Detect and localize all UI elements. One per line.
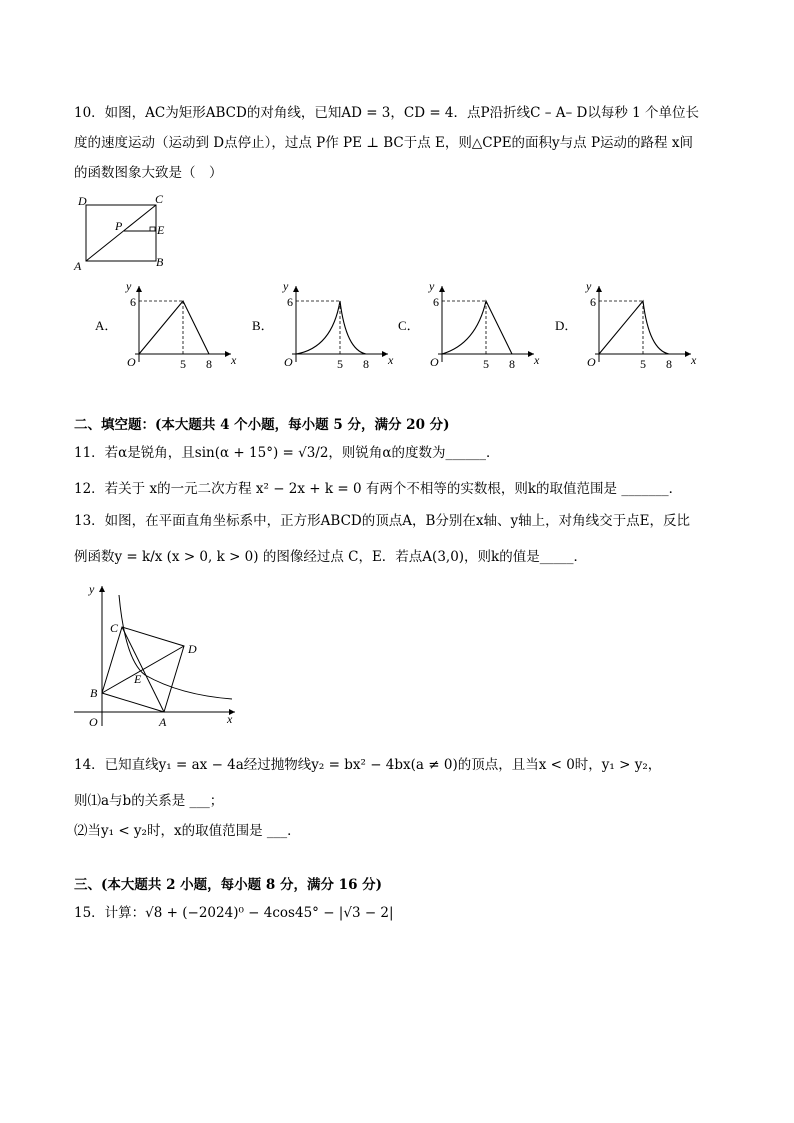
- option-axis-x5: 5: [483, 357, 489, 371]
- q10-line-3: 的函数图象大致是（ ）: [74, 165, 223, 181]
- section-3-heading: 三、(本大题共 2 小题，每小题 8 分，满分 16 分): [74, 877, 383, 893]
- option-label: D．: [555, 318, 578, 333]
- fig13-b: B: [90, 686, 98, 700]
- option-axis-x: x: [231, 353, 237, 367]
- option-axis-o: O: [127, 355, 136, 369]
- option-d-graph: [555, 279, 697, 371]
- option-axis-x: x: [388, 353, 394, 367]
- rect-label-b: B: [156, 255, 164, 269]
- option-axis-y6: 6: [287, 295, 293, 309]
- option-axis-x: x: [691, 353, 697, 367]
- fig13-d: D: [188, 642, 197, 656]
- option-b-graph: [252, 279, 394, 371]
- q14-line-2: 则⑴a与b的关系是 ___；: [74, 793, 224, 809]
- option-axis-x: x: [534, 353, 540, 367]
- option-axis-x8: 8: [206, 357, 212, 371]
- rect-label-a: A: [74, 259, 82, 273]
- option-curve: [296, 301, 366, 354]
- option-label: A．: [95, 318, 118, 333]
- option-axis-x5: 5: [640, 357, 646, 371]
- option-axis-x5: 5: [180, 357, 186, 371]
- q13-line-1: 13．如图，在平面直角坐标系中，正方形ABCD的顶点A，B分别在x轴、y轴上，对角线交于点E，反比: [74, 513, 691, 529]
- option-axis-o: O: [587, 355, 596, 369]
- q13-line-2: 例函数y = k/x (x > 0, k > 0) 的图像经过点 C，E．若点A(3,0)，则k的值是_____．: [74, 549, 587, 565]
- fig13-o: O: [89, 715, 98, 729]
- option-graphs: [0, 280, 794, 390]
- option-axis-y: y: [126, 279, 132, 293]
- option-curve: [599, 301, 669, 354]
- option-curve: [139, 301, 209, 354]
- option-a-graph: [95, 279, 237, 371]
- q13-coordinate-figure: [70, 580, 250, 730]
- option-axis-y: y: [283, 279, 289, 293]
- option-label: B．: [252, 318, 274, 333]
- fig13-e: E: [134, 672, 142, 686]
- option-axis-o: O: [284, 355, 293, 369]
- rect-label-p: P: [115, 219, 123, 233]
- rect-label-d: D: [78, 194, 87, 208]
- option-axis-x8: 8: [509, 357, 515, 371]
- q14-line-3: ⑵当y₁ < y₂时，x的取值范围是 ___．: [74, 823, 301, 839]
- fig13-y: y: [89, 582, 95, 596]
- option-axis-x5: 5: [337, 357, 343, 371]
- option-axis-y6: 6: [590, 295, 596, 309]
- q14-line-1: 14．已知直线y₁ = ax − 4a经过抛物线y₂ = bx² − 4bx(a ≠ 0)的顶点，且当x < 0时，y₁ > y₂，: [74, 757, 662, 773]
- q12-text: 12．若关于 x的一元二次方程 x² − 2x + k = 0 有两个不相等的实数根，则k的取值范围是 _______．: [74, 481, 683, 497]
- option-axis-x8: 8: [363, 357, 369, 371]
- q10-line-2: 度的速度运动（运动到 D点停止），过点 P作 PE ⊥ BC于点 E，则△CPE的面积y与点 P运动的路程 x间: [74, 135, 693, 151]
- option-axis-x8: 8: [666, 357, 672, 371]
- q10-rectangle-figure: [72, 192, 172, 272]
- rect-label-e: E: [157, 223, 165, 237]
- option-c-graph: [398, 279, 540, 371]
- option-axis-y: y: [586, 279, 592, 293]
- option-axis-y6: 6: [433, 295, 439, 309]
- section-2-heading: 二、填空题：(本大题共 4 个小题，每小题 5 分，满分 20 分): [74, 417, 450, 433]
- option-axis-o: O: [430, 355, 439, 369]
- q15-text: 15．计算：√8 + (−2024)⁰ − 4cos45° − |√3 − 2|: [74, 905, 394, 921]
- option-axis-y: y: [429, 279, 435, 293]
- option-axis-y6: 6: [130, 295, 136, 309]
- fig13-x: x: [227, 712, 233, 726]
- fig13-a: A: [159, 715, 167, 729]
- fig13-c: C: [110, 621, 119, 635]
- option-label: C．: [398, 318, 420, 333]
- q11-text: 11．若α是锐角，且sin(α + 15°) = √3/2，则锐角α的度数为______．: [74, 445, 500, 461]
- q10-line-1: 10．如图，AC为矩形ABCD的对角线，已知AD = 3，CD = 4．点P沿折线C – A– D以每秒 1 个单位长: [74, 105, 700, 121]
- option-curve: [442, 301, 512, 354]
- rect-label-c: C: [155, 192, 164, 206]
